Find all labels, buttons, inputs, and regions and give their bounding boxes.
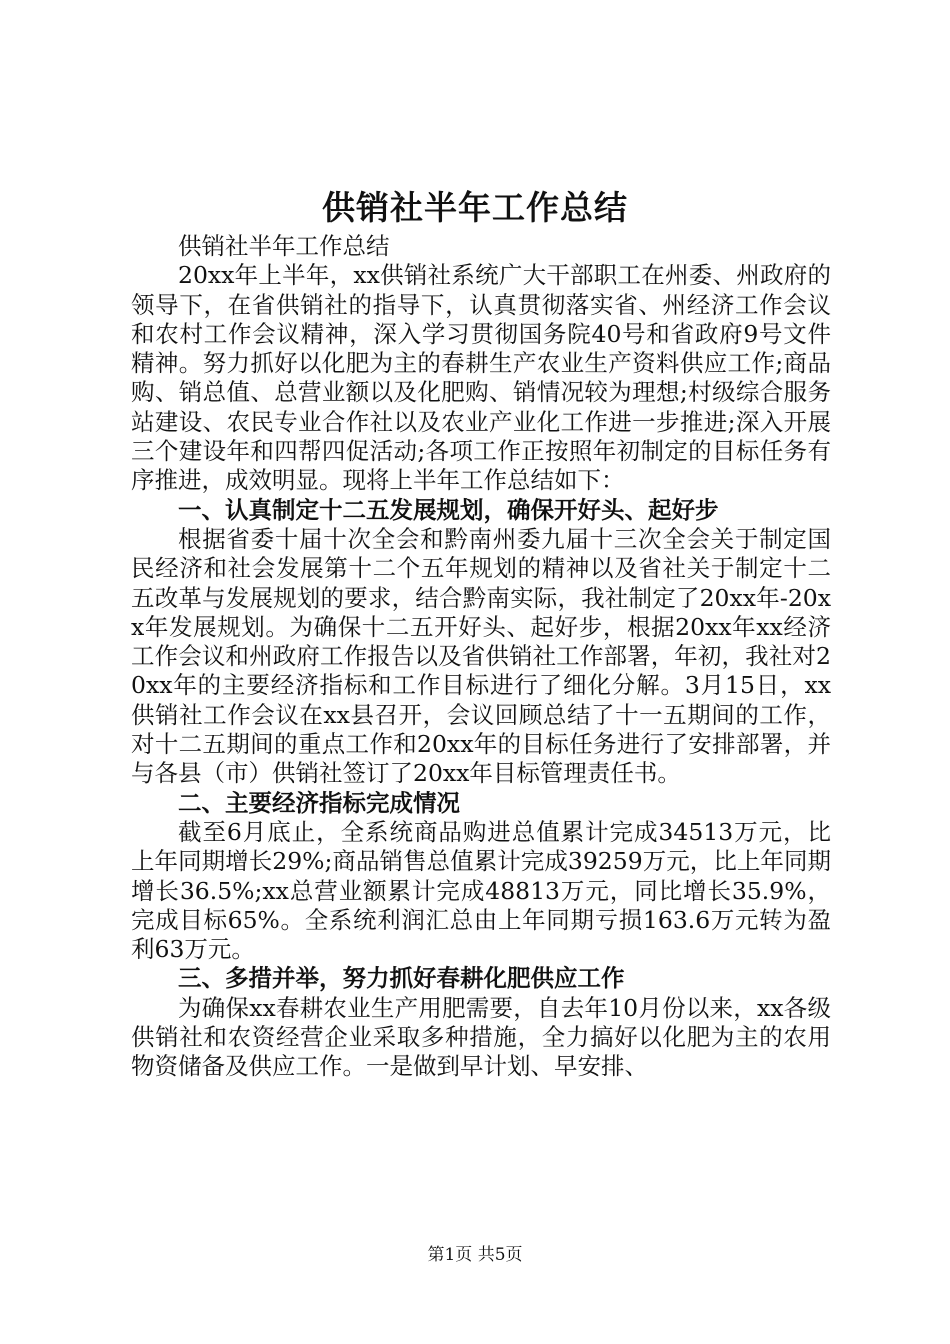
paragraph-section-2: 截至6月底止，全系统商品购进总值累计完成34513万元，比上年同期增长29%;商品销售总值累计完成39259万元，比上年同期增长36.5%;xx总营业额累计完成48813万元，同比增长35.9%，完成目标65%。全系统利润汇总由上年同期亏损163.6万元转为盈利63万元。	[131, 817, 831, 964]
section-heading-2: 二、主要经济指标完成情况	[178, 788, 460, 817]
document-subtitle: 供销社半年工作总结	[178, 232, 390, 260]
paragraph-section-1: 根据省委十届十次全会和黔南州委九届十三次全会关于制定国民经济和社会发展第十二个五年规划的精神以及省社关于制定十二五改革与发展规划的要求，结合黔南实际，我社制定了20xx年-20xx年发展规划。为确保十二五开好头、起好步，根据20xx年xx经济工作会议和州政府工作报告以及省供销社工作部署，年初，我社对20xx年的主要经济指标和工作目标进行了细化分解。3月15日，xx供销社工作会议在xx县召开，会议回顾总结了十一五期间的工作，对十二五期间的重点工作和20xx年的目标任务进行了安排部署，并与各县（市）供销社签订了20xx年目标管理责任书。	[131, 524, 831, 788]
page-footer: 第1页 共5页	[427, 1245, 523, 1265]
paragraph-intro: 20xx年上半年，xx供销社系统广大干部职工在州委、州政府的领导下，在省供销社的指导下，认真贯彻落实省、州经济工作会议和农村工作会议精神，深入学习贯彻国务院40号和省政府9号文件精神。努力抓好以化肥为主的春耕生产农业生产资料供应工作;商品购、销总值、总营业额以及化肥购、销情况较为理想;村级综合服务站建设、农民专业合作社以及农业产业化工作进一步推进;深入开展三个建设年和四帮四促活动;各项工作正按照年初制定的目标任务有序推进，成效明显。现将上半年工作总结如下：	[131, 261, 831, 495]
document-body	[131, 232, 831, 1082]
section-heading-3: 三、多措并举，努力抓好春耕化肥供应工作	[178, 964, 625, 993]
paragraph-section-3: 为确保xx春耕农业生产用肥需要，自去年10月份以来，xx各级供销社和农资经营企业采取多种措施，全力搞好以化肥为主的农用物资储备及供应工作。一是做到早计划、早安排、	[131, 993, 831, 1081]
section-heading-1: 一、认真制定十二五发展规划，确保开好头、起好步	[178, 495, 719, 524]
document-title: 供销社半年工作总结	[322, 188, 628, 227]
